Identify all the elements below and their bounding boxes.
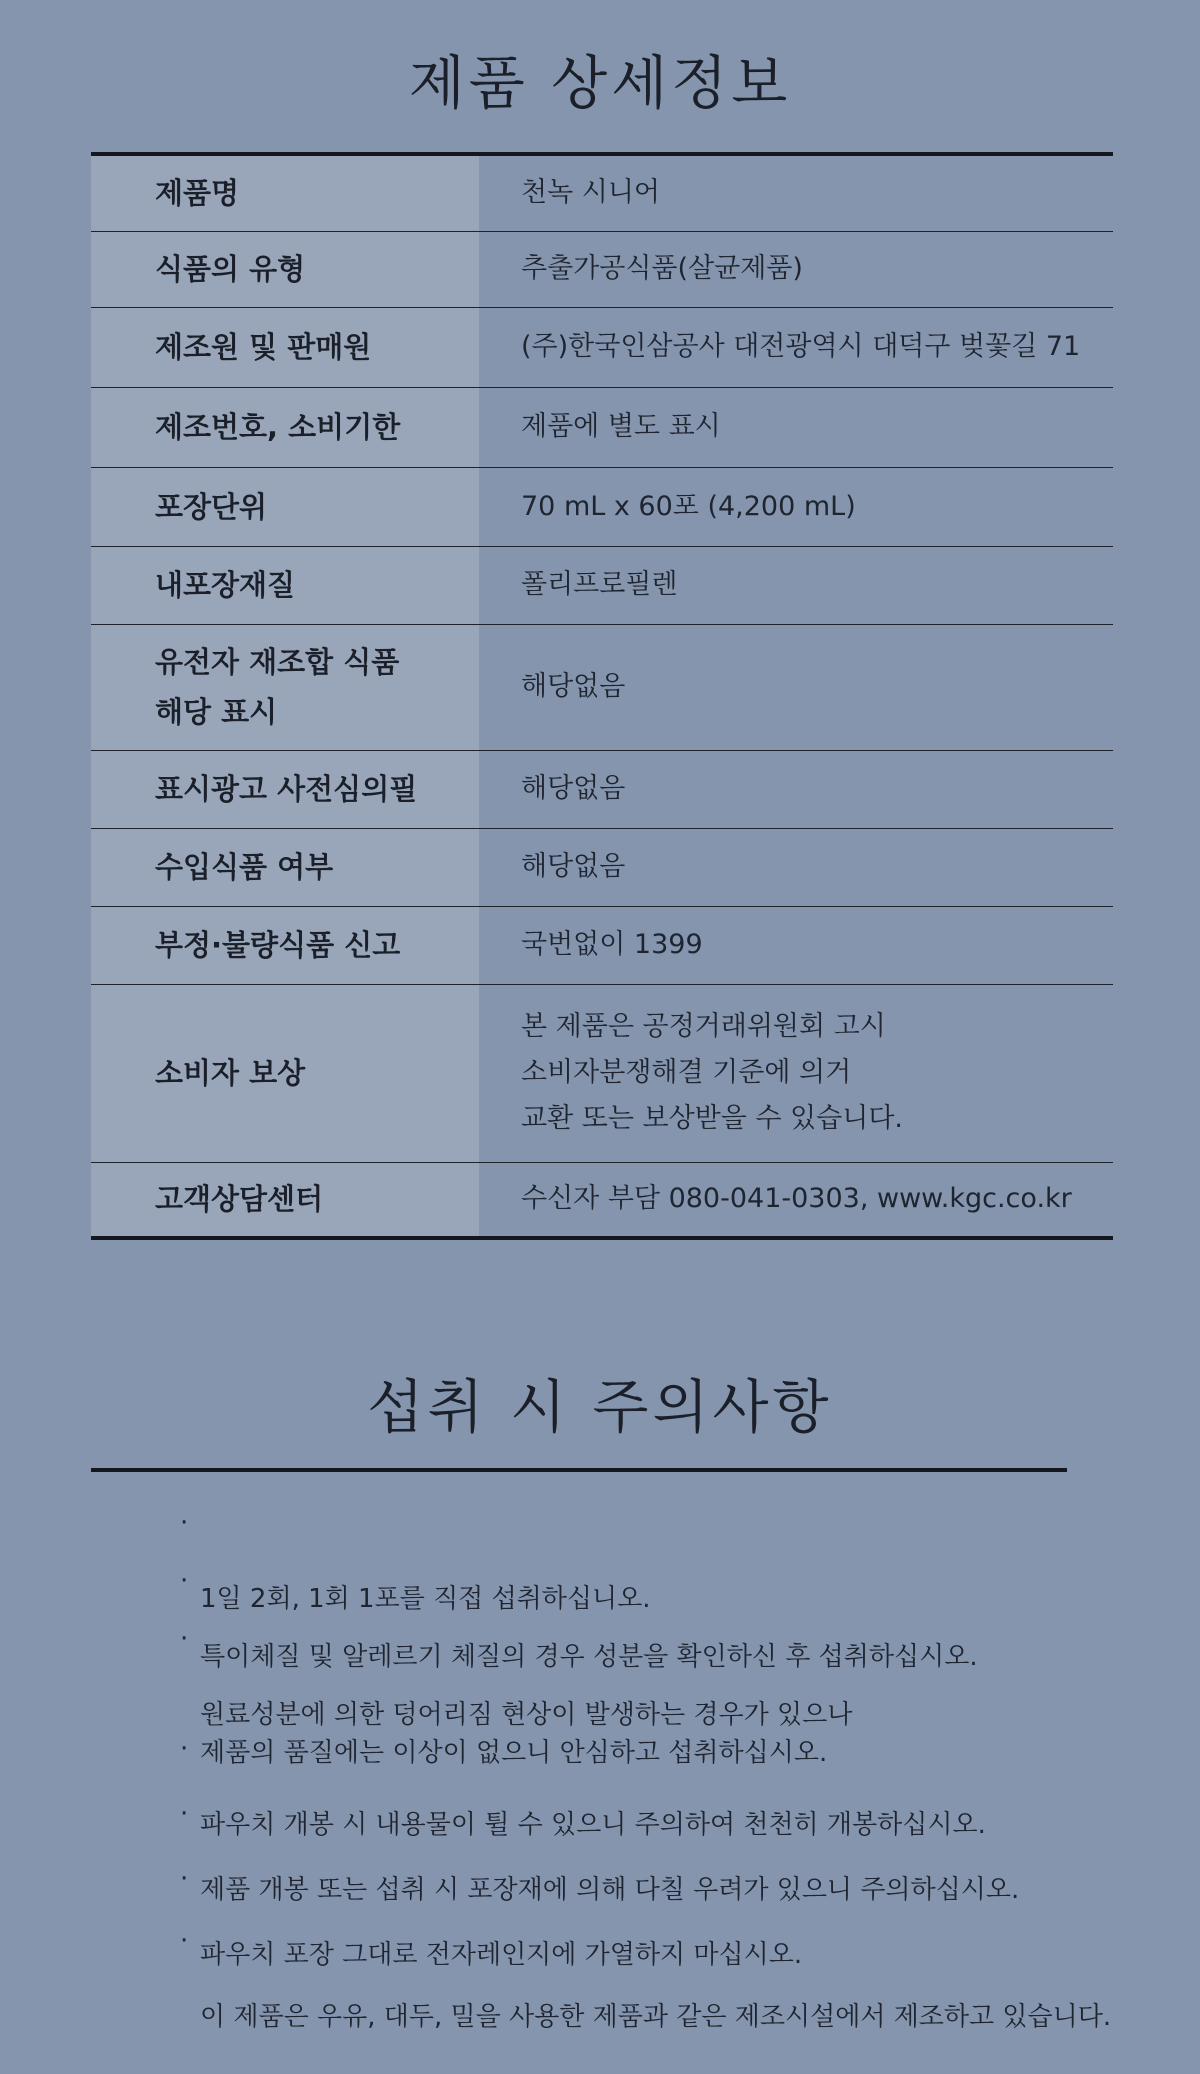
- row-label: 제조원 및 판매원: [91, 307, 479, 387]
- row-label: 부정·불량식품 신고: [91, 906, 479, 984]
- row-label: 포장단위: [91, 467, 479, 546]
- table-row: [91, 750, 1113, 828]
- bullet-icon: ·: [180, 1566, 189, 1596]
- row-value: 국번없이 1399: [479, 906, 1113, 984]
- section-divider: [91, 1468, 1067, 1472]
- table-row: [91, 546, 1113, 624]
- bullet-icon: ·: [180, 1624, 189, 1654]
- list-item-text: 원료성분에 의한 덩어리짐 현상이 발생하는 경우가 있으나 제품의 품질에는 이상이 없으니 안심하고 섭취하십시오.: [200, 1700, 853, 1768]
- precautions-title: 섭취 시 주의사항: [367, 1373, 833, 1441]
- row-label: 고객상담센터: [91, 1162, 479, 1238]
- row-value: 70 mL x 60포 (4,200 mL): [479, 467, 1113, 546]
- row-value: 해당없음: [479, 828, 1113, 906]
- table-row: [91, 231, 1113, 307]
- list-item-text: 특이체질 및 알레르기 체질의 경우 성분을 확인하신 후 섭취하십시오.: [200, 1642, 978, 1672]
- table-row: [91, 307, 1113, 387]
- product-info-title: 제품 상세정보: [408, 49, 792, 117]
- list-item-text: 이 제품은 우유, 대두, 밀을 사용한 제품과 같은 제조시설에서 제조하고 있습니다.: [200, 2002, 1112, 2032]
- table-row: [91, 1162, 1113, 1238]
- list-item-text: 파우치 포장 그대로 전자레인지에 가열하지 마십시오.: [200, 1940, 803, 1970]
- row-value: 추출가공식품(살균제품): [479, 231, 1113, 307]
- row-value: 폴리프로필렌: [479, 546, 1113, 624]
- row-label: 유전자 재조합 식품 해당 표시: [91, 624, 479, 750]
- row-label: 제조번호, 소비기한: [91, 387, 479, 467]
- bullet-icon: ·: [180, 1926, 189, 1956]
- table-row: [91, 906, 1113, 984]
- row-value: (주)한국인삼공사 대전광역시 대덕구 벚꽃길 71: [479, 307, 1113, 387]
- row-value: 해당없음: [479, 750, 1113, 828]
- table-row: [91, 154, 1113, 231]
- row-value: 본 제품은 공정거래위원회 고시 소비자분쟁해결 기준에 의거 교환 또는 보상받을 수 있습니다.: [479, 984, 1113, 1162]
- table-row: [91, 387, 1113, 467]
- row-label: 식품의 유형: [91, 231, 479, 307]
- list-item: [180, 1922, 1111, 2074]
- table-row: [91, 828, 1113, 906]
- product-info-table: [91, 152, 1113, 1240]
- list-item-text: 파우치 개봉 시 내용물이 튈 수 있으니 주의하여 천천히 개봉하십시오.: [200, 1810, 986, 1840]
- table-row: [91, 624, 1113, 750]
- row-value: 제품에 별도 표시: [479, 387, 1113, 467]
- list-item-text: 1일 2회, 1회 1포를 직접 섭취하십니오.: [200, 1584, 651, 1614]
- row-label: 표시광고 사전심의필: [91, 750, 479, 828]
- row-value: 천녹 시니어: [479, 154, 1113, 231]
- table-row: [91, 984, 1113, 1162]
- row-value: 수신자 부담 080-041-0303, www.kgc.co.kr: [521, 1183, 1072, 1215]
- row-label: 제품명: [91, 154, 479, 231]
- bullet-icon: ·: [180, 1799, 189, 1829]
- row-label: 수입식품 여부: [91, 828, 479, 906]
- bullet-icon: ·: [180, 1508, 189, 1538]
- list-item-text: 제품 개봉 또는 섭취 시 포장재에 의해 다칠 우려가 있으니 주의하십시오.: [200, 1875, 1020, 1905]
- table-row: [91, 467, 1113, 546]
- row-value: 해당없음: [479, 624, 1113, 750]
- bullet-icon: ·: [180, 1734, 189, 1764]
- bullet-icon: ·: [180, 1864, 189, 1894]
- row-label: 소비자 보상: [91, 984, 479, 1162]
- row-label: 내포장재질: [91, 546, 479, 624]
